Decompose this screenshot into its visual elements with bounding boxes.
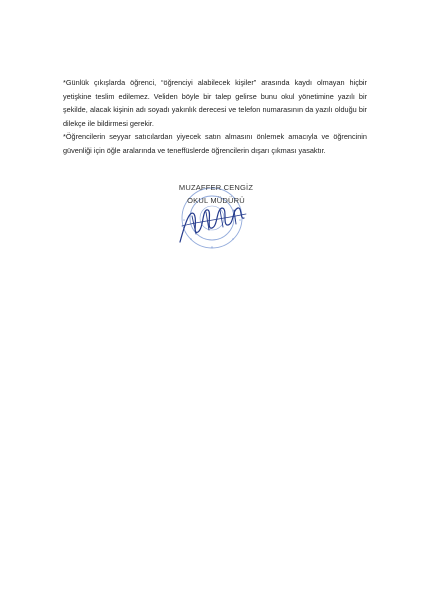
signer-title: OKUL MÜDÜRÜ: [187, 196, 245, 205]
rule-paragraph-pickup: *Günlük çıkışlarda öğrenci, “öğrenciyi alabilecek kişiler” arasında kaydı olmayan hiçbir yetişkine teslim edilemez. Veliden böyle bir talep gelirse bunu okul yönetimine yazılı bir şekilde, alacak kişinin adı soyadı yakınlık derecesi ve telefon numarasının da yazılı olduğu bir dilekçe ile bildirmesi gerekir.: [63, 78, 367, 128]
rule-paragraph-vendors: *Öğrencilerin seyyar satıcılardan yiyecek satın almasını önlemek amacıyla ve öğrencinin güvenliği için öğle aralarında ve teneffüslerde öğrencilerin dışarı çıkması yasaktır.: [63, 132, 367, 155]
handwritten-signature-icon: [176, 180, 256, 255]
signature-block: [176, 180, 256, 255]
signer-name: MUZAFFER CENGİZ: [178, 183, 254, 192]
